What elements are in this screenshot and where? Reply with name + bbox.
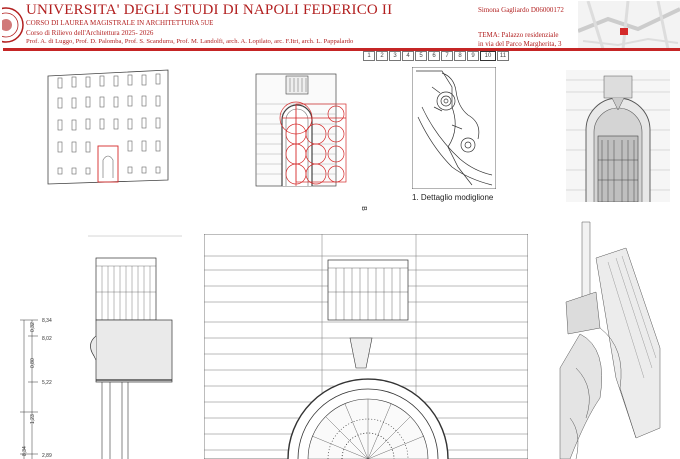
dimension-label: 1,23 (30, 414, 36, 424)
page-link-8[interactable]: 8 (454, 51, 466, 61)
dimension-label: 2,89 (42, 453, 52, 459)
portal-fanlight-elevation (204, 234, 528, 459)
theme-line-2: in via del Parco Margherita, 3 (478, 40, 562, 48)
section-dimension-drawing (10, 232, 190, 459)
page-link-6[interactable]: 6 (428, 51, 440, 61)
page-link-4[interactable]: 4 (402, 51, 414, 61)
course-name: CORSO DI LAUREA MAGISTRALE IN ARCHITETTURA 5UE (26, 19, 214, 27)
location-map (578, 1, 680, 49)
student-name: Simona Gagliardo D06000172 (478, 6, 564, 14)
page-link-5[interactable]: 5 (415, 51, 427, 61)
dimension-label: 8,34 (42, 318, 52, 324)
dimension-label: 5,22 (42, 380, 52, 386)
page-link-11[interactable]: 11 (497, 51, 509, 61)
page-link-3[interactable]: 3 (389, 51, 401, 61)
header-divider (3, 48, 680, 51)
page-link-9[interactable]: 9 (467, 51, 479, 61)
page-navigator (363, 51, 509, 61)
dimension-label: 0,32 (30, 322, 36, 332)
page-link-1[interactable]: 1 (363, 51, 375, 61)
theme-line-1: TEMA: Palazzo residenziale (478, 31, 559, 39)
university-title: UNIVERSITA' DEGLI STUDI DI NAPOLI FEDERICO II (26, 2, 393, 18)
page-link-7[interactable]: 7 (441, 51, 453, 61)
portal-geometric-construction (252, 70, 354, 196)
section-marker: B (359, 206, 367, 211)
page-link-2[interactable]: 2 (376, 51, 388, 61)
corbel-detail-drawing (412, 67, 496, 189)
dimension-label: 0,80 (30, 358, 36, 368)
dimension-label: 8,34 (22, 446, 28, 456)
subject-name: Corso di Rilievo dell'Architettura 2025- 2026 (26, 29, 154, 37)
corbel-section-render (556, 218, 680, 459)
dimension-label: 8,02 (42, 336, 52, 342)
portal-render (566, 70, 670, 202)
professors-list: Prof. A. di Luggo, Prof. D. Palomba, Prof. S. Scandurra, Prof. M. Landolfi, arch. A. Lopilato, arc. F.Itri, arch. L. Pappalardo (26, 38, 354, 45)
page-link-10-active[interactable]: 10 (480, 51, 496, 61)
detail-caption: 1. Dettaglio modiglione (412, 193, 494, 202)
facade-elevation-drawing (40, 68, 172, 186)
